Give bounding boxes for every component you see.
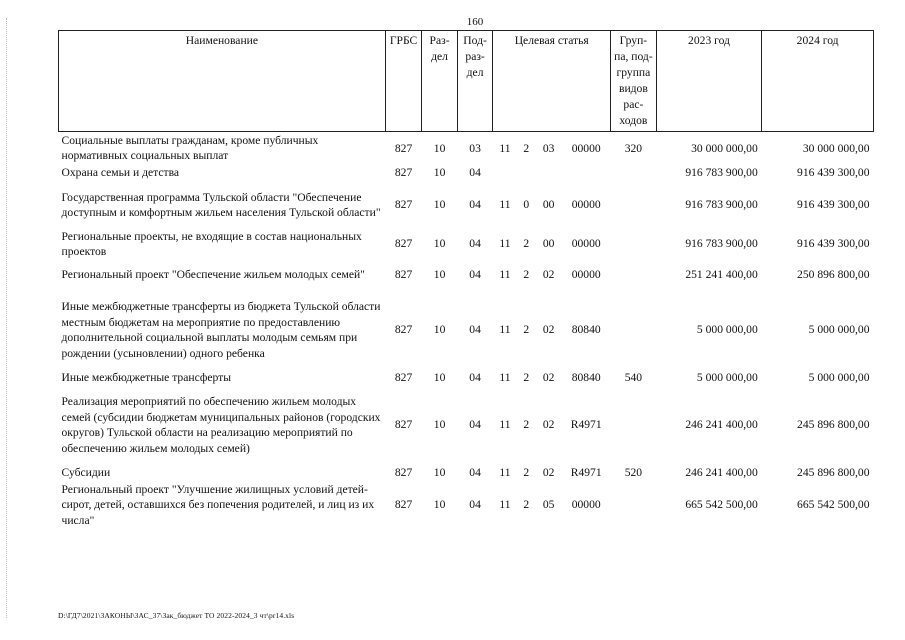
grbs-cell: 827	[394, 323, 413, 337]
table-row	[59, 229, 874, 260]
podrazdel-cell: 04	[469, 237, 481, 251]
target-direction-cell	[562, 165, 611, 182]
podrazdel-cell: 04	[469, 166, 481, 180]
target-program-cell: 11	[499, 198, 511, 212]
target-event-cell: 03	[542, 141, 555, 155]
header-name: Наименование	[59, 31, 386, 132]
row-name-cell: Иные межбюджетные трансферты из бюджета Тульской области местным бюджетам на мероприятие по предоставлению дополнительной социальной выплаты молодым семьям при рождении (усыновлении) одного ребенка	[61, 300, 381, 360]
grbs-cell: 827	[394, 498, 413, 512]
podrazdel-cell: 04	[469, 198, 481, 212]
target-program-cell: 11	[499, 465, 511, 479]
amount-2024-cell: 30 000 000,00	[802, 141, 870, 155]
razdel-cell: 10	[433, 268, 446, 282]
amount-2024-cell: 916 439 300,00	[797, 166, 870, 180]
amount-2024-cell: 250 896 800,00	[797, 268, 870, 282]
razdel-cell: 10	[433, 418, 446, 432]
razdel-cell: 10	[433, 166, 446, 180]
amount-2024-cell: 5 000 000,00	[808, 370, 870, 384]
target-program-cell: 11	[499, 237, 511, 251]
header-2024: 2024 год	[762, 31, 874, 132]
table-row	[59, 132, 874, 165]
target-event-cell: 05	[542, 498, 555, 512]
amount-2023-cell: 251 241 400,00	[685, 268, 758, 282]
podrazdel-cell: 04	[469, 498, 481, 512]
amount-2024-cell: 245 896 800,00	[797, 465, 870, 479]
razdel-cell: 10	[433, 141, 446, 155]
file-path-footer: D:\ГД7\2021\ЗАКОНЫ\ЗАС_37\Зак_бюджет ТО 2022-2024_3 чт\pr14.xls	[58, 611, 295, 620]
grbs-cell: 827	[394, 465, 413, 479]
row-name-cell: Государственная программа Тульской области "Обеспечение доступным и комфортным жильем населения Тульской области"	[61, 190, 381, 219]
row-name-cell: Социальные выплаты гражданам, кроме публичных нормативных социальных выплат	[61, 133, 319, 163]
grbs-cell: 827	[394, 141, 413, 155]
amount-2023-cell: 916 783 900,00	[685, 166, 758, 180]
target-subprogram-cell: 2	[523, 370, 530, 384]
target-direction-cell: 00000	[571, 141, 601, 155]
header-podrazdel: Под- раз- дел	[457, 31, 493, 132]
amount-2023-cell: 30 000 000,00	[691, 141, 758, 155]
razdel-cell: 10	[433, 370, 446, 384]
row-name-cell: Иные межбюджетные трансферты	[61, 370, 232, 384]
target-direction-cell: R4971	[570, 418, 602, 432]
razdel-cell: 10	[433, 465, 446, 479]
target-direction-cell: 00000	[571, 198, 601, 212]
target-subprogram-cell: 2	[523, 237, 530, 251]
target-direction-cell: R4971	[570, 465, 602, 479]
target-subprogram-cell: 0	[523, 198, 530, 212]
target-event-cell: 02	[542, 465, 555, 479]
target-program-cell: 11	[499, 323, 511, 337]
razdel-cell: 10	[433, 198, 446, 212]
row-name-cell: Реализация мероприятий по обеспечению жильем молодых семей (субсидии бюджетам муниципальных районов (городских округов) Тульской области на реализацию мероприятий по обеспечению жильем молодых семей)	[61, 395, 381, 455]
page-number: 160	[466, 16, 484, 28]
razdel-cell: 10	[433, 237, 446, 251]
header-grbs: ГРБС	[385, 31, 422, 132]
expense-group-cell	[611, 165, 657, 182]
amount-2023-cell: 916 783 900,00	[685, 198, 758, 212]
podrazdel-cell: 04	[469, 465, 481, 479]
razdel-cell: 10	[433, 498, 446, 512]
target-program-cell	[493, 165, 517, 182]
scan-margin-dots	[6, 18, 9, 618]
target-subprogram-cell: 2	[523, 323, 530, 337]
grbs-cell: 827	[394, 166, 413, 180]
amount-2023-cell: 5 000 000,00	[696, 323, 758, 337]
table-row	[59, 481, 874, 530]
target-program-cell: 11	[499, 370, 511, 384]
row-name-cell: Региональный проект "Обеспечение жильем молодых семей"	[61, 268, 365, 282]
target-direction-cell: 80840	[571, 323, 601, 337]
target-program-cell: 11	[499, 141, 511, 155]
row-name-cell: Региональный проект "Улучшение жилищных условий детей-сирот, детей, оставшихся без попечения родителей, и лиц из их числа"	[61, 482, 375, 527]
grbs-cell: 827	[394, 370, 413, 384]
target-program-cell: 11	[499, 418, 511, 432]
target-direction-cell: 00000	[571, 498, 601, 512]
target-subprogram-cell: 2	[523, 141, 530, 155]
target-subprogram-cell: 2	[523, 268, 530, 282]
header-expense-group: Груп- па, под- группа видов рас- ходов	[611, 31, 657, 132]
amount-2024-cell: 5 000 000,00	[808, 323, 870, 337]
podrazdel-cell: 04	[469, 418, 481, 432]
expense-group-cell	[611, 182, 657, 229]
header-target-article: Целевая статья	[493, 31, 611, 132]
expense-group-cell	[611, 291, 657, 370]
target-event-cell: 00	[542, 237, 555, 251]
header-razdel: Раз- дел	[422, 31, 458, 132]
table-row	[59, 165, 874, 182]
target-subprogram-cell	[517, 165, 535, 182]
table-row	[59, 182, 874, 229]
row-name-cell: Охрана семьи и детства	[61, 166, 180, 180]
amount-2023-cell: 665 542 500,00	[685, 498, 758, 512]
expense-group-cell	[611, 386, 657, 465]
target-event-cell: 00	[542, 198, 555, 212]
table-header	[59, 31, 874, 132]
amount-2024-cell: 665 542 500,00	[797, 498, 870, 512]
target-event-cell: 02	[542, 268, 555, 282]
table-row	[59, 291, 874, 370]
grbs-cell: 827	[394, 198, 413, 212]
podrazdel-cell: 04	[469, 323, 481, 337]
target-direction-cell: 80840	[571, 370, 601, 384]
target-subprogram-cell: 2	[523, 465, 530, 479]
expense-group-cell	[611, 260, 657, 291]
target-subprogram-cell: 2	[523, 498, 530, 512]
amount-2024-cell: 916 439 300,00	[797, 198, 870, 212]
expense-group-cell: 320	[624, 141, 643, 155]
podrazdel-cell: 04	[469, 370, 481, 384]
target-program-cell: 11	[499, 268, 511, 282]
amount-2023-cell: 916 783 900,00	[685, 237, 758, 251]
target-event-cell	[535, 165, 561, 182]
grbs-cell: 827	[394, 268, 413, 282]
row-name-cell: Региональные проекты, не входящие в состав национальных проектов	[61, 229, 362, 258]
target-direction-cell: 00000	[571, 268, 601, 282]
table-row	[59, 260, 874, 291]
amount-2024-cell: 245 896 800,00	[797, 418, 870, 432]
amount-2024-cell: 916 439 300,00	[797, 237, 870, 251]
podrazdel-cell: 03	[469, 141, 481, 155]
target-event-cell: 02	[542, 370, 555, 384]
table-row	[59, 370, 874, 386]
target-direction-cell: 00000	[571, 237, 601, 251]
expense-group-cell	[611, 229, 657, 260]
expense-group-cell	[611, 481, 657, 530]
target-subprogram-cell: 2	[523, 418, 530, 432]
row-name-cell: Субсидии	[61, 465, 111, 479]
razdel-cell: 10	[433, 323, 446, 337]
expense-group-cell: 540	[624, 370, 643, 384]
target-event-cell: 02	[542, 323, 555, 337]
amount-2023-cell: 246 241 400,00	[685, 418, 758, 432]
header-2023: 2023 год	[656, 31, 762, 132]
grbs-cell: 827	[394, 237, 413, 251]
amount-2023-cell: 5 000 000,00	[696, 370, 758, 384]
expense-group-cell: 520	[624, 465, 643, 479]
grbs-cell: 827	[394, 418, 413, 432]
podrazdel-cell: 04	[469, 268, 481, 282]
amount-2023-cell: 246 241 400,00	[685, 465, 758, 479]
table-body	[59, 132, 874, 530]
target-program-cell: 11	[499, 498, 511, 512]
budget-table	[58, 30, 874, 530]
table-row	[59, 386, 874, 465]
target-event-cell: 02	[542, 418, 555, 432]
table-row	[59, 465, 874, 481]
